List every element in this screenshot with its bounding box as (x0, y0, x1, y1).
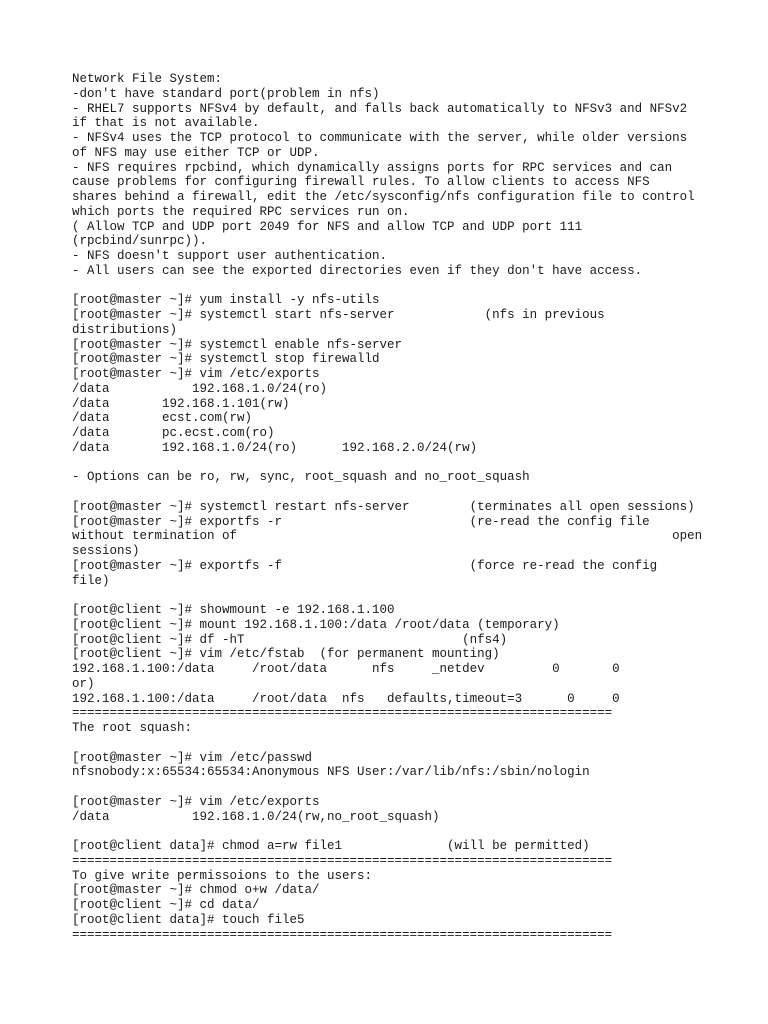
doc-line (72, 736, 712, 751)
doc-line: -don't have standard port(problem in nfs) (72, 86, 380, 101)
doc-line: distributions) (72, 322, 178, 337)
doc-line: /data 192.168.1.0/24(rw,no_root_squash) (72, 809, 440, 824)
doc-line (72, 588, 712, 603)
doc-line: 192.168.1.100:/data /root/data nfs _netdev 0 0 (72, 662, 620, 676)
doc-line: [root@master ~]# chmod o+w /data/ (72, 883, 320, 898)
doc-line (72, 780, 712, 795)
doc-line: [root@client ~]# showmount -e 192.168.1.100 (72, 603, 395, 617)
doc-line: (rpcbind/sunrpc)). (72, 234, 208, 249)
doc-line: To give write permissoions to the users: (72, 868, 373, 883)
doc-line: /data pc.ecst.com(ro) (72, 426, 275, 440)
doc-line: or) (72, 676, 95, 691)
doc-line: The root squash: (72, 721, 193, 735)
doc-line: [root@master ~]# systemctl enable nfs-server (72, 337, 403, 352)
doc-line: /data ecst.com(rw) (72, 411, 253, 426)
doc-line: [root@master ~]# vim /etc/exports (72, 367, 320, 381)
separator-line: ======================================================================== (72, 853, 613, 868)
doc-line: [root@master ~]# exportfs -f (force re-read the config (72, 558, 658, 573)
doc-line: /data 192.168.1.0/24(ro) (72, 381, 328, 396)
doc-line: [root@client data]# touch file5 (72, 912, 305, 927)
doc-line: [root@client ~]# mount 192.168.1.100:/data /root/data (temporary) (72, 617, 560, 632)
doc-line (72, 485, 712, 500)
doc-line: - All users can see the exported directories even if they don't have access. (72, 263, 643, 278)
doc-line: of NFS may use either TCP or UDP. (72, 145, 320, 160)
doc-line (72, 824, 712, 839)
doc-line: ( Allow TCP and UDP port 2049 for NFS and allow TCP and UDP port 111 (72, 219, 583, 234)
doc-line: without termination of open (72, 529, 703, 544)
doc-line: [root@master ~]# vim /etc/exports (72, 794, 320, 809)
doc-line: - NFSv4 uses the TCP protocol to communicate with the server, while older versions (72, 131, 688, 145)
doc-line: - NFS requires rpcbind, which dynamically assigns ports for RPC services and can (72, 160, 673, 175)
doc-line: sessions) (72, 544, 140, 558)
doc-line: 192.168.1.100:/data /root/data nfs defaults,timeout=3 0 0 (72, 691, 620, 706)
doc-line: [root@client ~]# cd data/ (72, 898, 260, 912)
doc-line: nfsnobody:x:65534:65534:Anonymous NFS User:/var/lib/nfs:/sbin/nologin (72, 765, 590, 780)
doc-line: Network File System: (72, 72, 223, 86)
doc-line: [root@master ~]# systemctl start nfs-server (nfs in previous (72, 308, 605, 322)
doc-line: /data 192.168.1.0/24(ro) 192.168.2.0/24(rw) (72, 440, 478, 455)
doc-line (72, 279, 712, 294)
doc-line: file) (72, 573, 110, 588)
separator-line: ======================================================================== (72, 927, 613, 942)
doc-line: [root@master ~]# yum install -y nfs-utils (72, 293, 380, 308)
doc-line: which ports the required RPC services run on. (72, 204, 410, 219)
doc-line: [root@client ~]# df -hT (nfs4) (72, 632, 508, 647)
doc-line: [root@master ~]# vim /etc/passwd (72, 750, 313, 765)
separator-line: ======================================================================== (72, 706, 613, 721)
doc-line (72, 456, 712, 471)
doc-line: - RHEL7 supports NFSv4 by default, and falls back automatically to NFSv3 and NFSv2 (72, 101, 688, 116)
doc-line: if that is not available. (72, 116, 260, 131)
doc-line: - NFS doesn't support user authentication. (72, 249, 388, 263)
doc-line: [root@master ~]# systemctl stop firewalld (72, 352, 380, 367)
doc-line: [root@master ~]# exportfs -r (re-read the config file (72, 514, 650, 529)
doc-line: [root@client ~]# vim /etc/fstab (for permanent mounting) (72, 647, 500, 662)
doc-line: [root@client data]# chmod a=rw file1 (will be permitted) (72, 839, 590, 853)
document-body (72, 72, 712, 942)
doc-line: cause problems for configuring firewall rules. To allow clients to access NFS (72, 175, 650, 190)
doc-line: [root@master ~]# systemctl restart nfs-server (terminates all open sessions) (72, 499, 695, 514)
doc-line: shares behind a firewall, edit the /etc/sysconfig/nfs configuration file to control (72, 190, 695, 204)
doc-line: - Options can be ro, rw, sync, root_squash and no_root_squash (72, 470, 530, 485)
doc-line: /data 192.168.1.101(rw) (72, 396, 290, 411)
